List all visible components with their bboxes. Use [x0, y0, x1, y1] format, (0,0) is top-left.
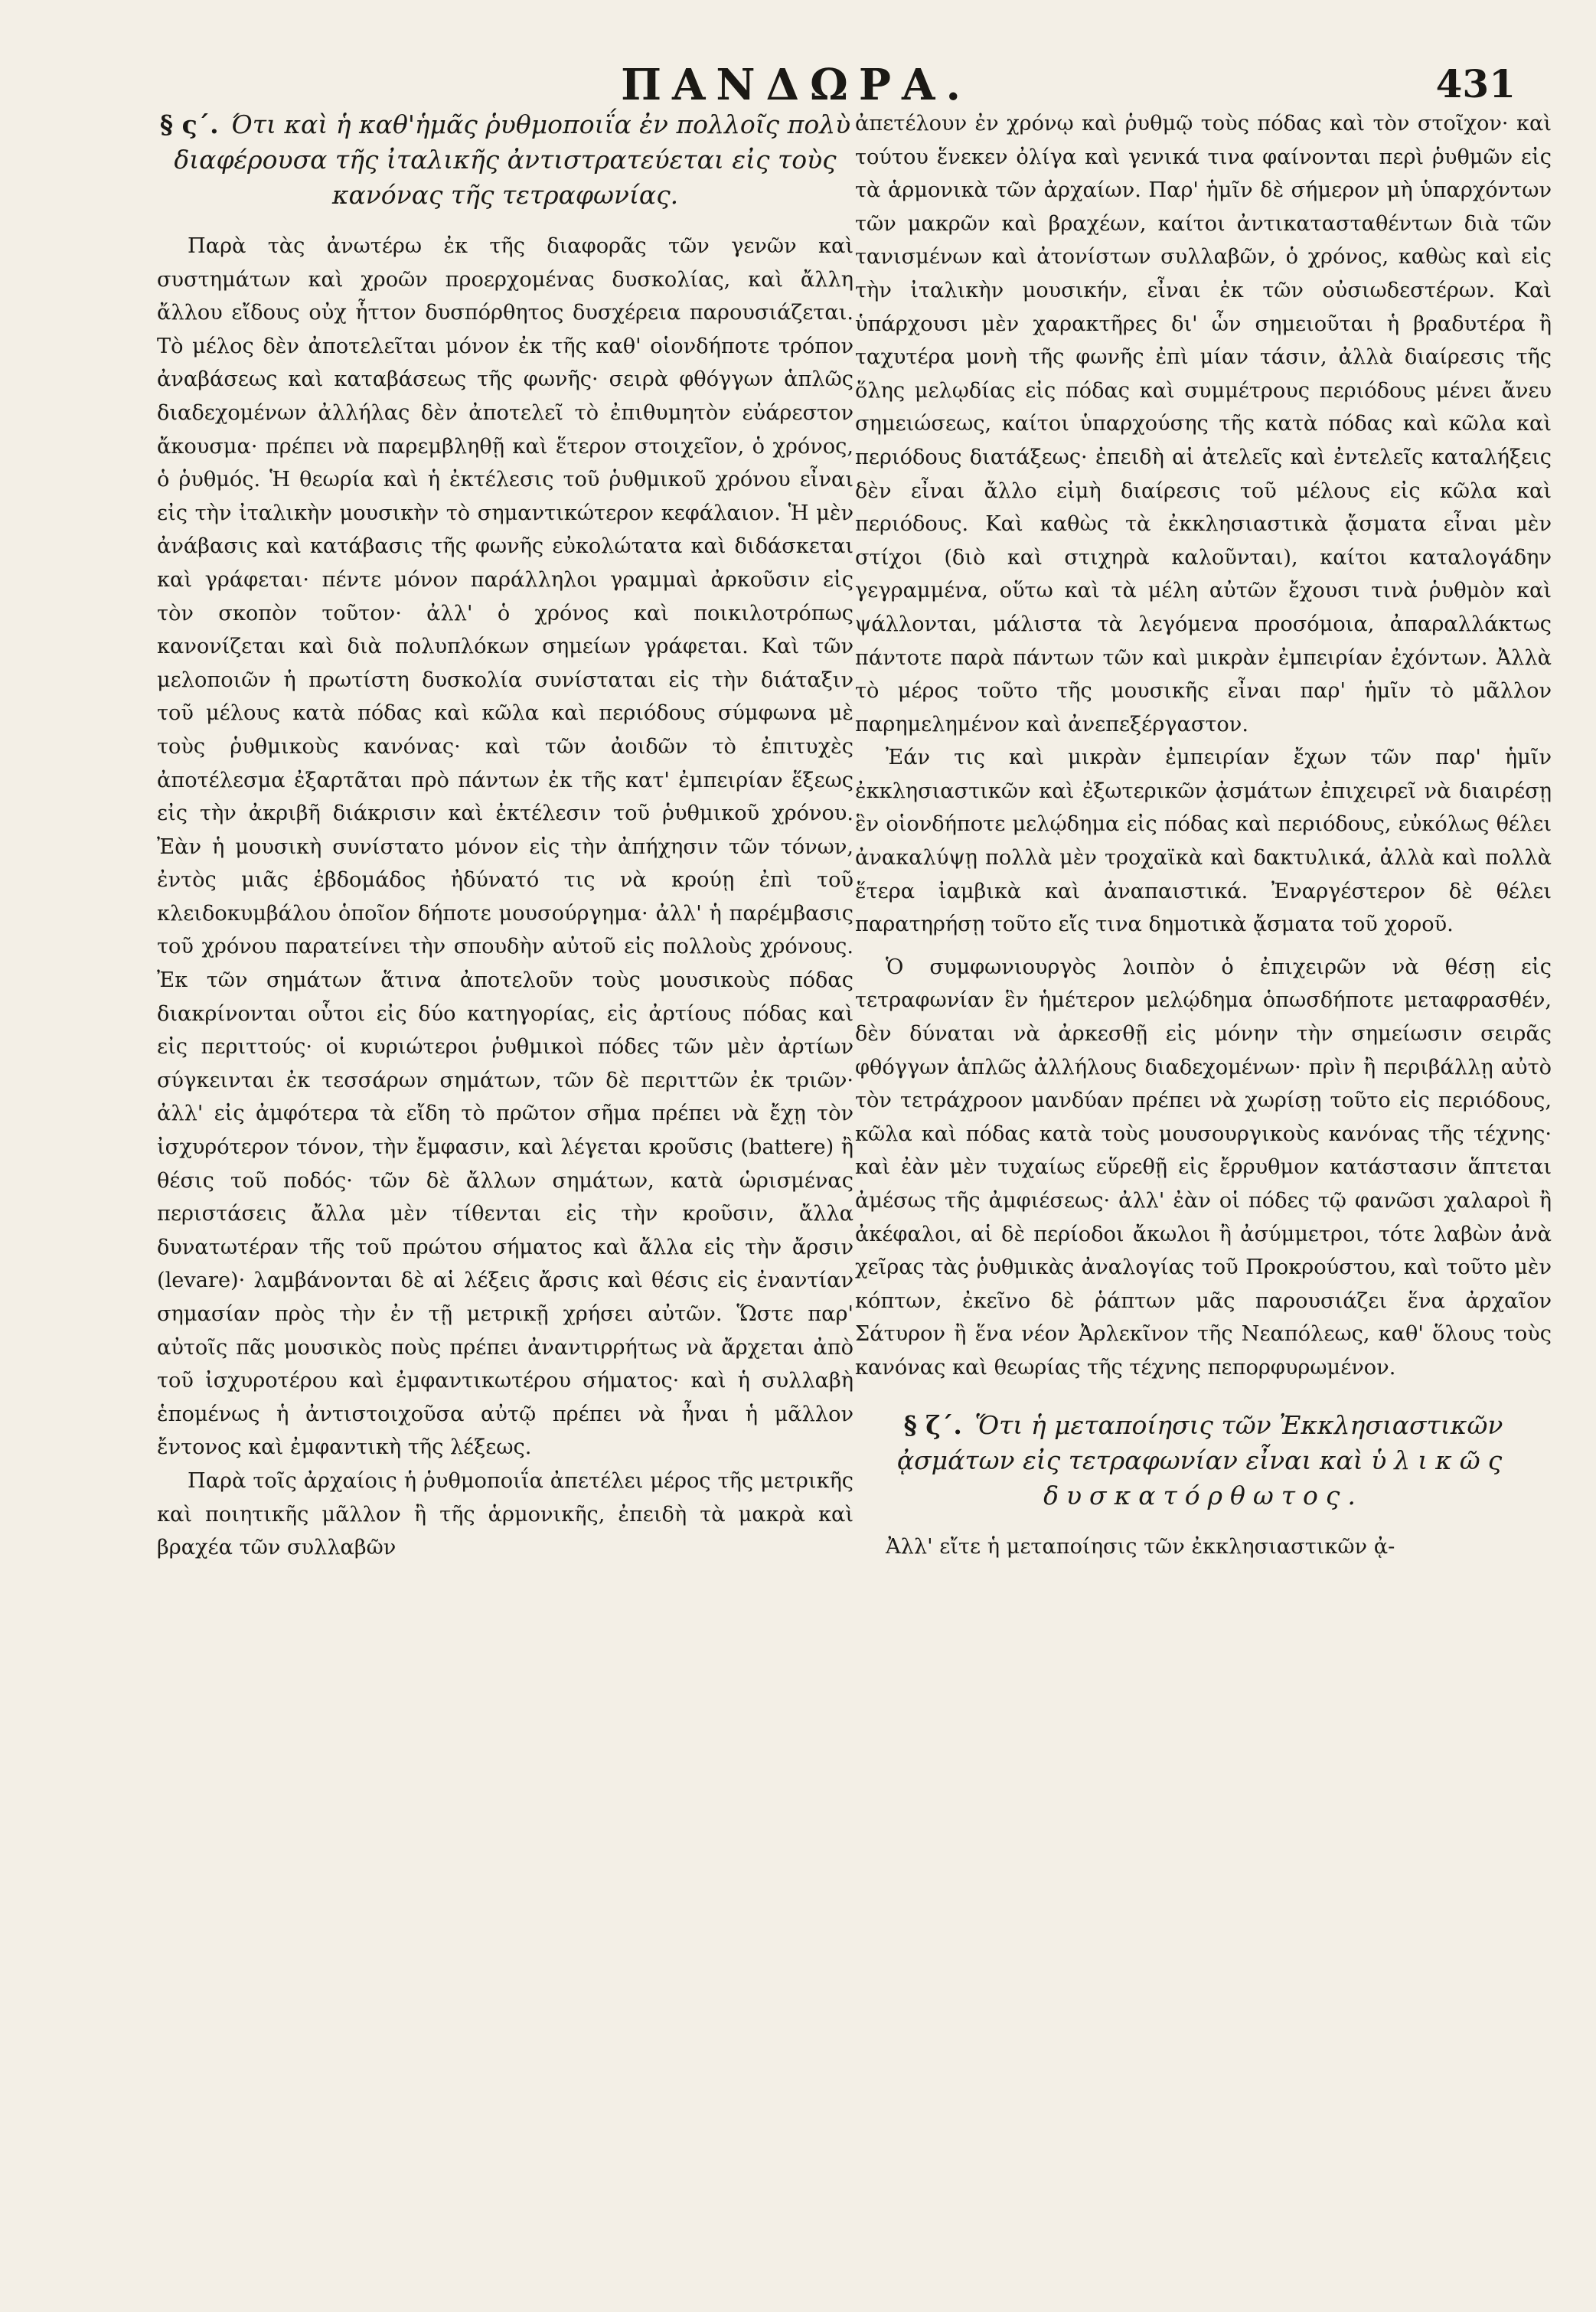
paragraph: ἀπετέλουν ἐν χρόνῳ καὶ ῥυθμῷ τοὺς πόδας καὶ τὸν στοῖχον· καὶ τούτου ἕνεκεν ὀλίγα καὶ γενικά τινα φαίνονται περὶ ῥυθμῶν εἰς τὰ ἁρμονικὰ τῶν ἀρχαίων. Παρ' ἡμῖν δὲ σήμερον μὴ ὑπαρχόντων τῶν μακρῶν καὶ βραχέων, καίτοι ἀντικατασταθέντων διὰ τῶν τανισμένων καὶ ἀτονίστων συλλαβῶν, ὁ χρόνος, καθὼς καὶ εἰς τὴν ἰταλικὴν μουσικήν, εἶναι ἐκ τῶν οὐσιωδεστέρων. Καὶ ὑπάρχουσι μὲν χαρακτῆρες δι' ὧν σημειοῦται ἡ βραδυτέρα ἢ ταχυτέρα μονὴ τῆς φωνῆς ἐπὶ μίαν τάσιν, ἀλλὰ διαίρεσις τῆς ὅλης μελῳδίας εἰς πόδας καὶ συμμέτρους περιόδους μένει ἄνευ σημειώσεως, καίτοι ὑπαρχούσης τῆς κατὰ πόδας καὶ κῶλα καὶ περιόδους διατάξεως· ἐπειδὴ αἱ ἀτελεῖς καὶ ἐντελεῖς καταλήξεις δὲν εἶναι ἄλλο εἰμὴ διαίρεσις τοῦ μέλους εἰς κῶλα καὶ περιόδους. Καὶ καθὼς τὰ ἐκκλησιαστικὰ ᾄσματα εἶναι μὲν στίχοι (διὸ καὶ στιχηρὰ καλοῦνται), καίτοι καταλογάδην γεγραμμένα, οὕτω καὶ τὰ μέλη αὐτῶν ἔχουσι τινὰ ῥυθμὸν καὶ ψάλλονται, μάλιστα τὰ λεγόμενα προσόμοια, ἀπαραλλάκτως πάντοτε παρὰ πάντων τῶν καὶ μικρὰν ἐμπειρίαν ἐχόντων. Ἀλλὰ τὸ μέρος τοῦτο τῆς μουσικῆς εἶναι παρ' ἡμῖν τὸ μᾶλλον παρημελημένον καὶ ἀνεπεξέργαστον. [855, 112, 1552, 736]
section-heading-7 [855, 1408, 1552, 1514]
paragraph: Παρὰ τὰς ἀνωτέρω ἐκ τῆς διαφορᾶς τῶν γενῶν καὶ συστημάτων καὶ χροῶν προερχομένας δυσκολίας, καὶ ἄλλη ἄλλου εἴδους οὐχ ἧττον δυσπόρθητος δυσχέρεια παρουσιάζεται. Τὸ μέλος δὲν ἀποτελεῖται μόνον ἐκ τῆς καθ' οἱονδήποτε τρόπον ἀναβάσεως καὶ καταβάσεως τῆς φωνῆς· σειρὰ φθόγγων ἁπλῶς διαδεχομένων ἀλλήλας δὲν ἀποτελεῖ τὸ ἐπιθυμητὸν εὐάρεστον ἄκουσμα· πρέπει νὰ παρεμβληθῇ καὶ ἕτερον στοιχεῖον, ὁ χρόνος, ὁ ῥυθμός. Ἡ θεωρία καὶ ἡ ἐκτέλεσις τοῦ ῥυθμικοῦ χρόνου εἶναι εἰς τὴν ἰταλικὴν μουσικὴν τὸ σημαντικώτερον κεφάλαιον. Ἡ μὲν ἀνάβασις καὶ κατάβασις τῆς φωνῆς εὐκολώτατα καὶ διδάσκεται καὶ γράφεται· πέντε μόνον παράλληλοι γραμμαὶ ἀρκοῦσιν εἰς τὸν σκοπὸν τοῦτον· ἀλλ' ὁ χρόνος καὶ ποικιλοτρόπως κανονίζεται καὶ διὰ πολυπλόκων σημείων γράφεται. Καὶ τῶν μελοποιῶν ἡ πρωτίστη δυσκολία συνίσταται εἰς τὴν διάταξιν τοῦ μέλους κατὰ πόδας καὶ κῶλα καὶ περιόδους σύμφωνα μὲ τοὺς ῥυθμικοὺς κανόνας· καὶ τῶν ἀοιδῶν τὸ ἐπιτυχὲς ἀποτέλεσμα ἐξαρτᾶται πρὸ πάντων ἐκ τῆς κατ' ἐμπειρίαν ἕξεως εἰς τὴν ἀκριβῆ διάκρισιν καὶ ἐκτέλεσιν τοῦ ῥυθμικοῦ χρόνου. Ἐὰν ἡ μουσικὴ συνίστατο μόνον εἰς τὴν ἀπήχησιν τῶν τόνων, ἐντὸς μιᾶς ἑβδομάδος ἠδύνατό τις νὰ κρούῃ ἐπὶ τοῦ κλειδοκυμβάλου ὁποῖον δήποτε μουσούργημα· ἀλλ' ἡ παρέμβασις τοῦ χρόνου παρατείνει τὴν σπουδὴν αὐτοῦ εἰς πολλοὺς χρόνους. Ἐκ τῶν σημάτων ἅτινα ἀποτελοῦν τοὺς μουσικοὺς πόδας διακρίνονται οὗτοι εἰς δύο κατηγορίας, εἰς ἀρτίους πόδας καὶ εἰς περιττούς· οἱ κυριώτεροι ῥυθμικοὶ πόδες τῶν μὲν ἀρτίων σύγκεινται ἐκ τεσσάρων σημάτων, τῶν δὲ περιττῶν ἐκ τριῶν· ἀλλ' εἰς ἀμφότερα τὰ εἴδη τὸ πρῶτον σῆμα πρέπει νὰ ἔχῃ τὸν ἰσχυρότερον τόνον, τὴν ἔμφασιν, καὶ λέγεται κροῦσις (battere) ἢ θέσις τοῦ ποδός· τῶν δὲ ἄλλων σημάτων, κατὰ ὡρισμένας περιστάσεις ἄλλα μὲν τίθενται εἰς τὴν κροῦσιν, ἄλλα δυνατωτέραν τῆς τοῦ πρώτου σήματος καὶ ἄλλα εἰς τὴν ἄρσιν (levare)· λαμβάνονται δὲ αἱ λέξεις ἄρσις καὶ θέσις εἰς ἐναντίαν σημασίαν πρὸς τὴν ἐν τῇ μετρικῇ χρήσει αὐτῶν. Ὥστε παρ' αὐτοῖς πᾶς μουσικὸς ποὺς πρέπει ἀναντιρρήτως νὰ ἄρχεται ἀπὸ τοῦ ἰσχυροτέρου καὶ ἐμφαντικωτέρου σήματος· καὶ ἡ συλλαβὴ ἑπομένως ἡ ἀντιστοιχοῦσα αὐτῷ πρέπει νὰ ἦναι ἡ μᾶλλον ἔντονος καὶ ἐμφαντικὴ τῆς λέξεως. [157, 234, 853, 1460]
running-title: ΠΑΝΔΩΡΑ. [621, 60, 971, 110]
section-heading-spaced-text: ὑλικῶς δυσκατόρθωτος. [1043, 1445, 1510, 1510]
paragraph: Ἐάν τις καὶ μικρὰν ἐμπειρίαν ἔχων τῶν παρ' ἡμῖν ἐκκλησιαστικῶν καὶ ἐξωτερικῶν ᾀσμάτων ἐπιχειρεῖ νὰ διαιρέσῃ ἓν οἱονδήποτε μελῴδημα εἰς πόδας καὶ περιόδους, εὐκόλως θέλει ἀνακαλύψῃ πολλὰ μὲν τροχαϊκὰ καὶ δακτυλικά, ἀλλὰ καὶ πολλὰ ἕτερα ἰαμβικὰ καὶ ἀναπαιστικά. Ἐναργέστερον δὲ θέλει παρατηρήσῃ τοῦτο εἴς τινα δημοτικὰ ᾄσματα τοῦ χοροῦ. [855, 746, 1552, 937]
page-number: 431 [1435, 61, 1516, 106]
section-heading-text: Ότι καὶ ἡ καθ'ἡμᾶς ῥυθμοποιΐα ἐν πολλοῖς πολὺ διαφέρουσα τῆς ἰταλικῆς ἀντιστρατεύεται εἰς τοὺς κανόνας τῆς τετραφωνίας. [174, 109, 851, 210]
right-column [855, 107, 1552, 2297]
paragraph: Ἀλλ' εἴτε ἡ μεταποίησις τῶν ἐκκλησιαστικῶν ᾀ- [886, 1534, 1395, 1559]
paragraph: Παρὰ τοῖς ἀρχαίοις ἡ ῥυθμοποιΐα ἀπετέλει μέρος τῆς μετρικῆς καὶ ποιητικῆς μᾶλλον ἢ τῆς ἁρμονικῆς, ἐπειδὴ τὰ μακρὰ καὶ βραχέα τῶν συλλαβῶν [157, 1468, 853, 1560]
section-mark: § ζ΄. [903, 1409, 962, 1440]
section-heading-text: Ὅτι ἡ μεταποίησις τῶν Ἐκκλησιαστικῶν ᾀσμάτων εἰς τετραφωνίαν εἶναι καὶ [896, 1409, 1503, 1475]
section-heading-6 [157, 107, 853, 213]
left-column [157, 107, 853, 2297]
paragraph: Ὁ συμφωνιουργὸς λοιπὸν ὁ ἐπιχειρῶν νὰ θέσῃ εἰς τετραφωνίαν ἓν ἡμέτερον μελῴδημα ὁπωσδήποτε μεταφρασθέν, δὲν δύναται νὰ ἀρκεσθῇ εἰς μόνην τὴν σημείωσιν σειρᾶς φθόγγων ἁπλῶς ἀλλήλους διαδεχομένων· πρὶν ἢ περιβάλλῃ αὐτὸ τὸν τετράχροον μανδύαν πρέπει νὰ χωρίσῃ τοῦτο εἰς περιόδους, κῶλα καὶ πόδας κατὰ τοὺς μουσουργικοὺς κανόνας τῆς τέχνης· καὶ ἐὰν μὲν τυχαίως εὕρεθῇ εἰς ἔρρυθμον κατάστασιν ἅπτεται ἀμέσως τῆς ἀμφιέσεως· ἀλλ' ἐὰν οἱ πόδες τῷ φανῶσι χαλαροὶ ἢ ἀκέφαλοι, αἱ δὲ περίοδοι ἄκωλοι ἢ ἀσύμμετροι, τότε λαβὼν ἀνὰ χεῖρας τὰς ῥυθμικὰς ἀναλογίας τοῦ Προκρούστου, καὶ τοῦτο μὲν κόπτων, ἐκεῖνο δὲ ῥάπτων μᾶς παρουσιάζει ἕνα ἀρχαῖον Σάτυρον ἢ ἕνα νέον Ἀρλεκῖνον τῆς Νεαπόλεως, καθ' ὅλους τοὺς κανόνας καὶ θεωρίας τῆς τέχνης πεπορφυρωμένον. [855, 955, 1552, 1380]
section-mark: § ς΄. [159, 109, 219, 139]
